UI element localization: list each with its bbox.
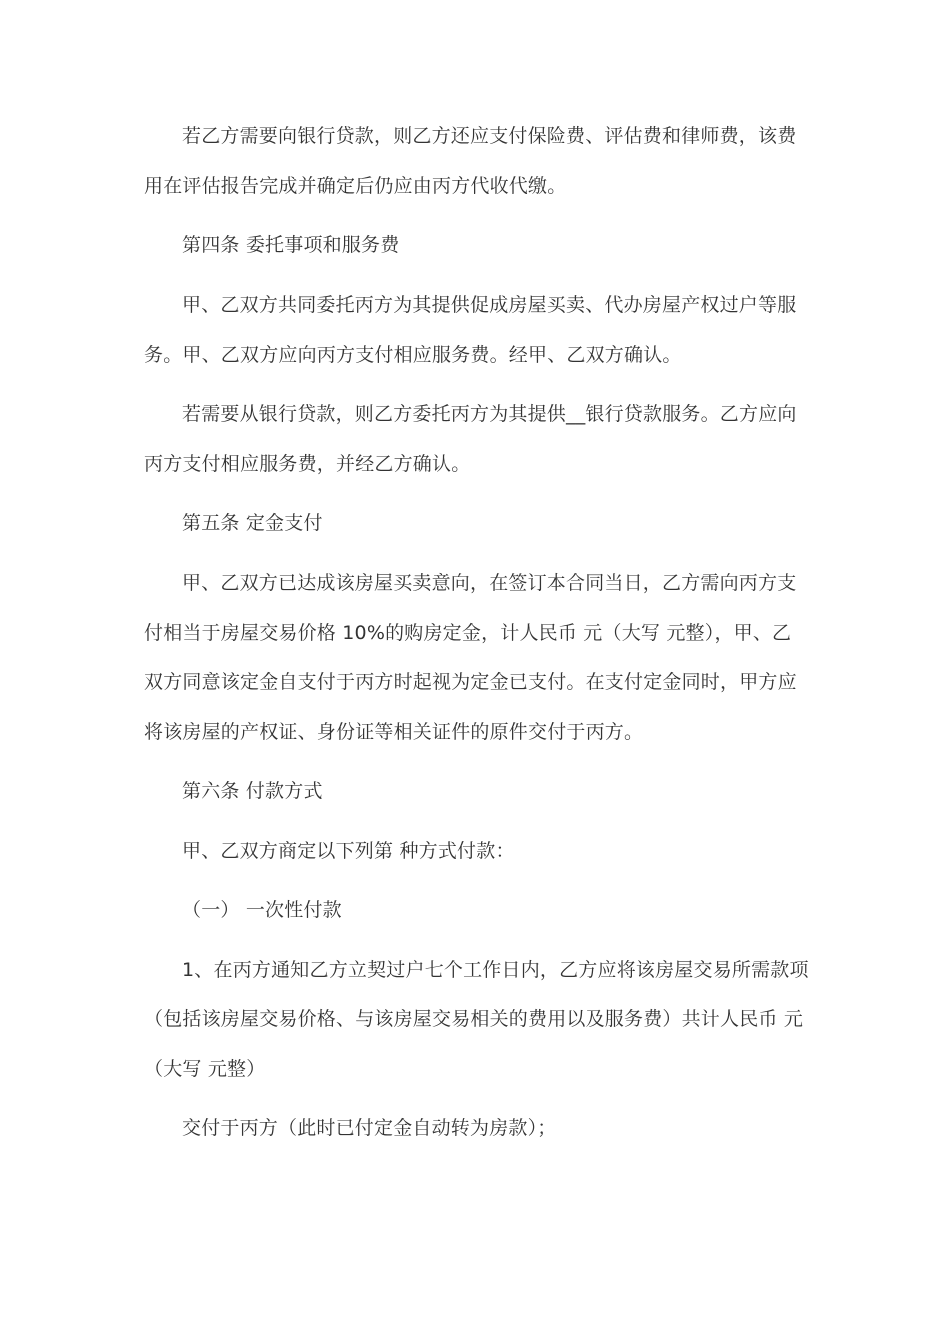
section-heading: 第四条 委托事项和服务费 xyxy=(182,234,400,256)
paragraph-line: 付相当于房屋交易价格 10%的购房定金，计人民币 元（大写 元整），甲、乙 xyxy=(144,622,792,644)
paragraph-line: 交付于丙方（此时已付定金自动转为房款）； xyxy=(182,1117,557,1139)
paragraph-line: 若乙方需要向银行贷款，则乙方还应支付保险费、评估费和律师费，该费 xyxy=(182,125,797,147)
paragraph-line: 双方同意该定金自支付于丙方时起视为定金已支付。在支付定金同时，甲方应 xyxy=(144,671,797,693)
section-heading: 第五条 定金支付 xyxy=(182,512,323,534)
paragraph-line: 若需要从银行贷款，则乙方委托丙方为其提供__银行贷款服务。乙方应向 xyxy=(182,403,797,425)
section-heading: 第六条 付款方式 xyxy=(182,780,323,802)
paragraph-line: （大写 元整） xyxy=(144,1058,266,1080)
subsection-heading: （一） 一次性付款 xyxy=(182,899,342,921)
paragraph-line: 将该房屋的产权证、身份证等相关证件的原件交付于丙方。 xyxy=(144,721,644,743)
paragraph-line: 甲、乙双方已达成该房屋买卖意向，在签订本合同当日，乙方需向丙方支 xyxy=(182,572,797,594)
paragraph-line: 1、在丙方通知乙方立契过户七个工作日内，乙方应将该房屋交易所需款项 xyxy=(182,959,809,981)
paragraph-line: 用在评估报告完成并确定后仍应由丙方代收代缴。 xyxy=(144,175,567,197)
paragraph-line: 甲、乙双方共同委托丙方为其提供促成房屋买卖、代办房屋产权过户等服 xyxy=(182,294,797,316)
paragraph-line: 丙方支付相应服务费，并经乙方确认。 xyxy=(144,453,471,475)
paragraph-line: 务。甲、乙双方应向丙方支付相应服务费。经甲、乙双方确认。 xyxy=(144,344,682,366)
paragraph-line: （包括该房屋交易价格、与该房屋交易相关的费用以及服务费）共计人民币 元 xyxy=(144,1008,804,1030)
paragraph-line: 甲、乙双方商定以下列第 种方式付款： xyxy=(182,840,515,862)
